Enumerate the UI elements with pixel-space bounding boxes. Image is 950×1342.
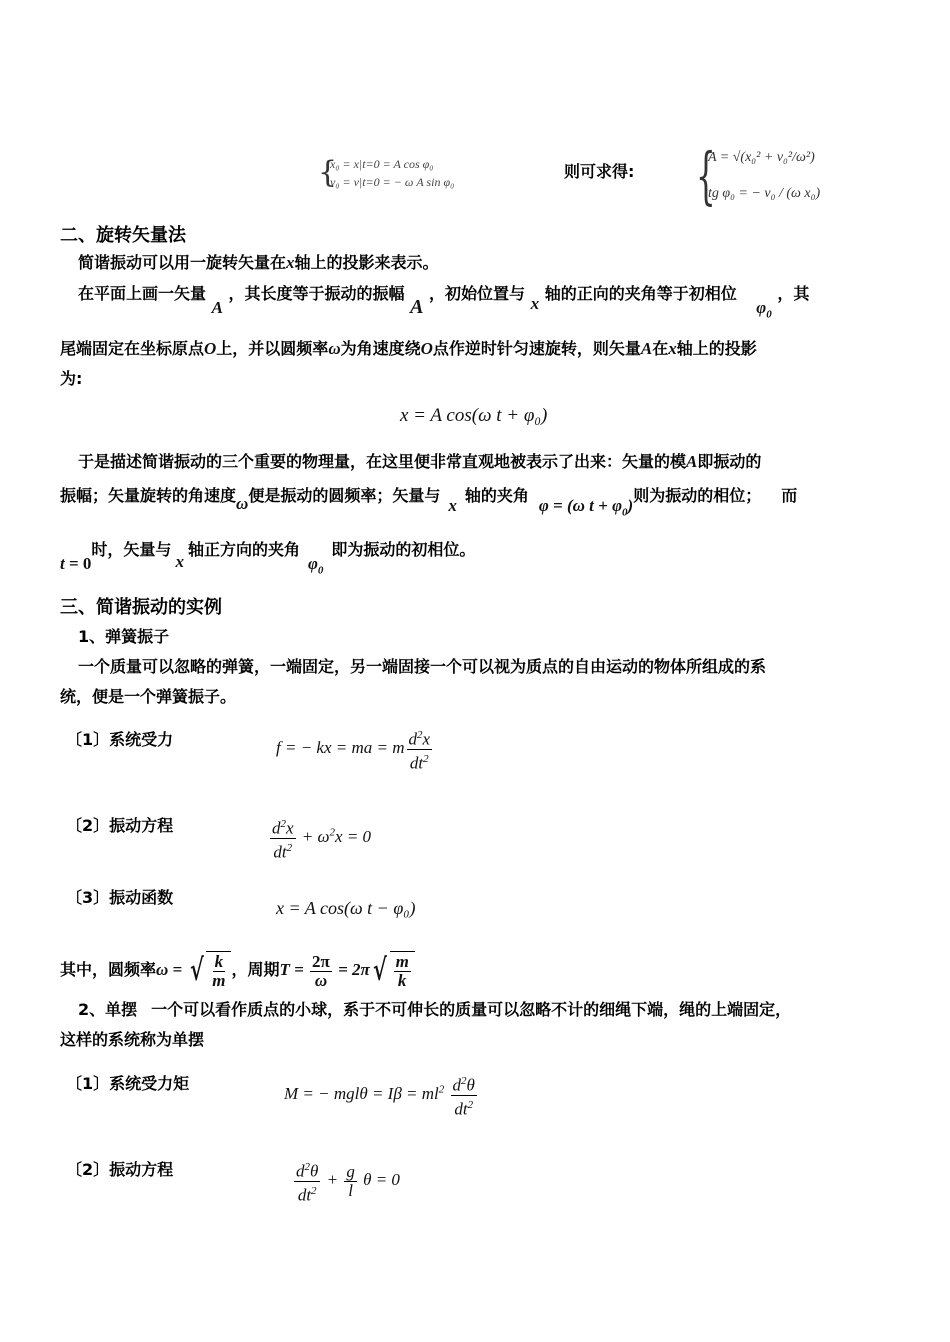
x-symbol-2: x: [668, 339, 677, 358]
section-2-para-6: t = 0时，矢量与x轴正方向的夹角$\varphi_0$即为振动的初相位。: [60, 540, 476, 577]
pendulum-equation: $\frac{d^2\theta}{dt^2}$ + $\frac{g}{l}$ θ = 0: [292, 1158, 400, 1204]
phi0-symbol: $\varphi_0$: [756, 298, 772, 321]
force-equation: f = − kx = ma = m $\frac{d^2x}{dt^2}$: [276, 726, 434, 772]
result-line-1: A = √(x₀² + v₀²/ω²): [708, 150, 815, 165]
item-system-force: 〔1〕系统受力: [66, 730, 174, 749]
t-zero-expression: t = 0: [60, 554, 92, 573]
phase-expression: φ = (ω $t + \varphi_0$): [538, 496, 634, 519]
vector-a-symbol: A: [211, 298, 223, 317]
phi0-symbol-2: $\varphi_0$: [307, 554, 324, 577]
system-line-1: x₀ = x|t=0 = A cos φ₀: [330, 157, 434, 171]
result-brace: {: [696, 139, 716, 212]
amplitude-a-symbol: A: [410, 296, 424, 318]
item-pendulum-equation: 〔2〕振动方程: [66, 1160, 174, 1179]
section-2-para-2: 在平面上画一矢量 A ，其长度等于振动的振幅 A ，初始位置与 x 轴的正向的夹角等于初相位 $\varphi_0$ ，其: [78, 284, 810, 321]
x-symbol-4: x: [175, 552, 184, 571]
pendulum-para: 2、单摆 一个可以看作质点的小球，系于不可伸长的质量可以忽略不计的细绳下端，绳的上端固定，: [78, 1000, 792, 1019]
section-2-para-1: 简谐振动可以用一旋转矢量在x轴上的投影来表示。: [78, 253, 439, 272]
section-2-para-3-end: 为:: [60, 369, 83, 388]
spring-oscillator-para-end: 统，便是一个弹簧振子。: [60, 687, 237, 706]
result-line-2: tg φ₀ = − v₀ / (ω x₀): [708, 186, 821, 201]
omega-symbol-2: ω: [236, 494, 249, 513]
x-symbol-3: x: [448, 496, 457, 515]
origin-o-symbol: O: [204, 339, 217, 358]
omega-period-line: 其中，圆频率ω = √ $\frac{k}{m}$ ，周期T = $\frac{2\pi}{\omega}$ = 2π √ $\frac{m}{k}$: [60, 942, 415, 998]
torque-equation: M = − $mgl\theta = I\beta = ml^2$ $\frac{d^2\theta}{dt^2}$: [284, 1072, 479, 1118]
vector-a-symbol-2: A: [640, 339, 653, 358]
section-2-para-5: 振幅；矢量旋转的角速度ω便是振动的圆频率；矢量与x轴的夹角φ = (ω $t + \varphi_0$)则为振动的相位； 而: [60, 486, 798, 519]
item-system-torque: 〔1〕系统受力矩: [66, 1074, 190, 1093]
section-2-para-3: 尾端固定在坐标原点O上，并以圆频率ω为角速度绕O点作逆时针匀速旋转，则矢量A在x轴上的投影: [60, 339, 757, 358]
x-symbol: x: [286, 253, 295, 272]
point-o-symbol: O: [420, 339, 433, 358]
left-brace: {: [318, 155, 338, 190]
period-formula: T = $\frac{2\pi}{\omega}$ = 2π √ $\frac{m}{k}$: [279, 960, 414, 979]
spring-oscillator-para: 一个质量可以忽略的弹簧，一端固定，另一端固接一个可以视为质点的自由运动的物体所组成的系: [78, 657, 767, 676]
omega-symbol: ω: [328, 339, 341, 358]
vibration-function-equation: x = A cos(ω t − φ₀): [276, 898, 416, 918]
x-axis-symbol: x: [530, 294, 540, 313]
projection-equation: x = A cos(ω t + φ₀): [400, 405, 548, 426]
section-3-heading: 三、简谐振动的实例: [60, 597, 222, 618]
section-2-para-4: 于是描述简谐振动的三个重要的物理量，在这里便非常直观地被表示了出来：矢量的模A即振动的: [78, 452, 762, 471]
section-2-heading: 二、旋转矢量法: [60, 225, 186, 246]
modulus-a-symbol: A: [686, 452, 698, 471]
omega-formula: ω = √ $\frac{k}{m}$: [156, 960, 231, 979]
item-vibration-equation: 〔2〕振动方程: [66, 816, 174, 835]
pendulum-para-end: 这样的系统称为单摆: [60, 1030, 205, 1049]
item-vibration-function: 〔3〕振动函数: [66, 888, 174, 907]
spring-oscillator-subheading: 1、弹簧振子: [78, 627, 170, 646]
result-label: 则可求得:: [564, 162, 635, 181]
vibration-equation: $\frac{d^2x}{dt^2}$ + $\omega^2x = 0$: [268, 815, 371, 861]
system-line-2: v₀ = v|t=0 = − ω A sin φ₀: [330, 175, 455, 189]
